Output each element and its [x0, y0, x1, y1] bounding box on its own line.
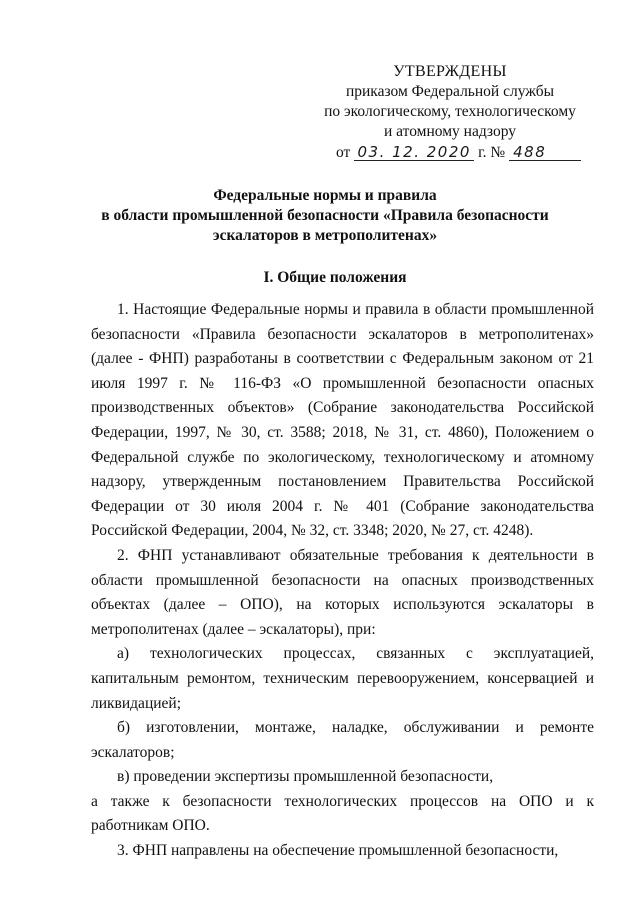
- approval-title: УТВЕРЖДЕНЫ: [393, 63, 507, 80]
- approval-line-2: по экологическому, технологическому: [324, 103, 576, 120]
- order-date: 03. 12. 2020: [354, 144, 474, 161]
- order-line: [336, 143, 600, 163]
- title-line-3: эскалаторов в метрополитенах»: [212, 227, 438, 244]
- document-title: [60, 186, 590, 246]
- approval-line-1: приказом Федеральной службы: [345, 83, 555, 100]
- paragraph-continuation: а также к безопасности технологических процессов на ОПО и к работникам ОПО.: [91, 792, 594, 835]
- paragraph-1: 1. Настоящие Федеральные нормы и правила в области промышленной безопасности «Правила безопасности эскалаторов в метрополитенах» (далее - ФНП) разработаны в соответствии с Федеральным законом от 21 июля 1997 г. № 116-ФЗ «О промышленной безопасности опасных производственных объектов» (Собрание законодательства Российской Федерации, 1997, № 30, ст. 3588; 2018, № 31, ст. 4860), Положением о Федеральной службе по экологическому, технологическому и атомному надзору, утвержденным постановлением Правительства Российской Федерации от 30 июля 2004 г. № 401 (Собрание законодательства Российской Федерации, 2004, № 32, ст. 3348; 2020, № 27, ст. 4248).: [91, 301, 594, 540]
- paragraph-3: 3. ФНП направлены на обеспечение промышленной безопасности,: [117, 842, 559, 860]
- title-line-1: Федеральные нормы и правила: [213, 187, 437, 204]
- year-number-label: г. №: [478, 144, 506, 161]
- list-item-b: б) изготовлении, монтаже, наладке, обслуживании и ремонте эскалаторов;: [91, 719, 594, 761]
- paragraph-2: 2. ФНП устанавливают обязательные требования к деятельности в области промышленной безопасности на опасных производственных объектах (далее – ОПО), на которых используются эскалаторы в метрополитенах (далее – эскалаторы), при:: [91, 546, 594, 638]
- document-body: [91, 298, 594, 864]
- title-line-2: в области промышленной безопасности «Правила безопасности: [101, 207, 549, 224]
- order-number: 488: [509, 144, 581, 161]
- approval-block: [300, 62, 600, 163]
- list-item-c: в) проведении экспертизы промышленной безопасности,: [117, 768, 494, 786]
- list-item-a: а) технологических процессах, связанных с эксплуатацией, капитальным ремонтом, техническим перевооружением, консервацией и ликвидацией;: [91, 645, 594, 712]
- approval-line-3: и атомному надзору: [384, 123, 516, 140]
- from-label: от: [336, 144, 351, 161]
- section-title: I. Общие положения: [263, 269, 407, 286]
